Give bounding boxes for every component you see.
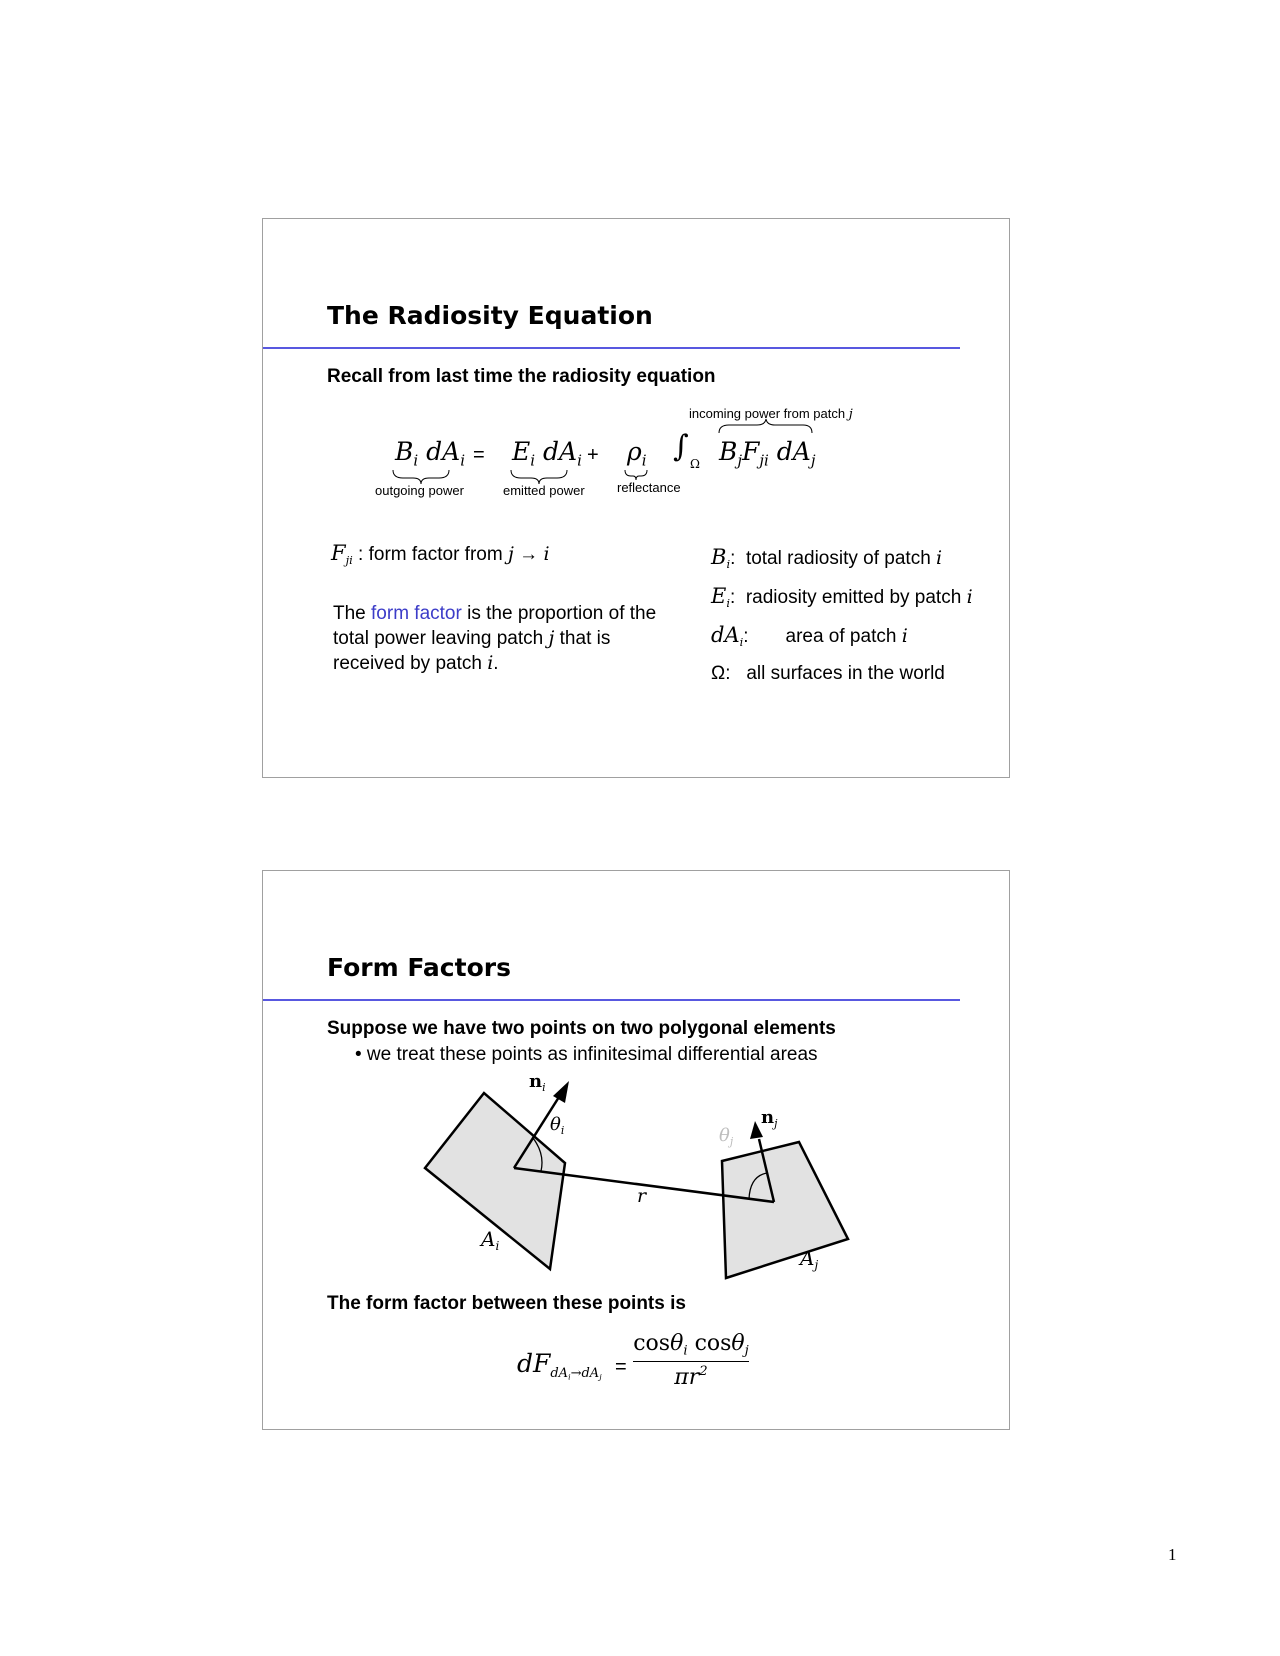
- label-reflectance: reflectance: [617, 480, 681, 495]
- formula-equals: =: [615, 1356, 627, 1378]
- theta-i-label: $\theta_i$: [550, 1114, 565, 1137]
- slide-form-factors: [262, 870, 1010, 1430]
- formfactor-paragraph: The form factor is the proportion of the total power leaving patch j that is received by patch i.: [333, 603, 657, 674]
- term-emitted: $E_i$ $dA_i$: [512, 437, 582, 470]
- r-label: r: [637, 1185, 647, 1207]
- slide-radiosity-equation: [262, 218, 1010, 778]
- definition-row: $dA_i$: area of patch i: [711, 622, 908, 649]
- slide-title: The Radiosity Equation: [327, 301, 653, 330]
- slide-heading-2: The form factor between these points is: [327, 1293, 686, 1314]
- term-incoming: $B_jF_{ji}$ $dA_j$: [719, 437, 816, 470]
- integral-domain: Ω: [690, 457, 700, 471]
- equation-braces: [263, 219, 1011, 779]
- equals-sign: =: [473, 444, 485, 466]
- normal-i-arrowhead: [553, 1081, 569, 1103]
- term-reflectance: $\rho_i$: [627, 437, 647, 470]
- label-incoming: incoming power from patch j: [689, 406, 853, 422]
- normal-i-label: $n_i$: [529, 1071, 546, 1094]
- label-outgoing: outgoing power: [375, 483, 464, 498]
- integral-sign: ∫: [673, 429, 689, 464]
- a-i-label: $A_i$: [481, 1227, 500, 1254]
- polygon-a-j: [722, 1142, 848, 1278]
- plus-sign: +: [587, 444, 599, 466]
- formula-lhs: $dF_{dA_i\to dA_j}$: [517, 1349, 602, 1382]
- formula-fraction: [633, 1331, 749, 1390]
- definition-row: $B_i$: total radiosity of patch i: [711, 545, 943, 571]
- slide-heading: Recall from last time the radiosity equation: [327, 366, 716, 387]
- formfactor-definition: $F_{ji}$ : form factor from j → i: [331, 541, 550, 567]
- term-outgoing: $B_i$ $dA_i$: [395, 437, 466, 470]
- definition-row: Ω: all surfaces in the world: [711, 662, 945, 684]
- page-number: 1: [1168, 1545, 1177, 1564]
- slide-heading: Suppose we have two points on two polygonal elements: [327, 1018, 836, 1039]
- definition-row: $E_i$: radiosity emitted by patch i: [711, 583, 973, 610]
- formula-numerator: cosθ$_i$ cosθ$_j$: [633, 1331, 749, 1362]
- form-factor-highlight: form factor: [371, 603, 462, 624]
- slide-title: Form Factors: [327, 953, 511, 982]
- symbol-definitions: [711, 541, 973, 690]
- label-emitted: emitted power: [503, 483, 585, 498]
- bullet-item: • we treat these points as infinitesimal differential areas: [355, 1044, 818, 1065]
- formula-denominator: $\pi r^2$: [674, 1363, 708, 1390]
- theta-j-label: $\theta_j$: [719, 1125, 734, 1148]
- normal-j-label: $n_j$: [761, 1107, 778, 1130]
- a-j-label: $A_j$: [800, 1246, 819, 1273]
